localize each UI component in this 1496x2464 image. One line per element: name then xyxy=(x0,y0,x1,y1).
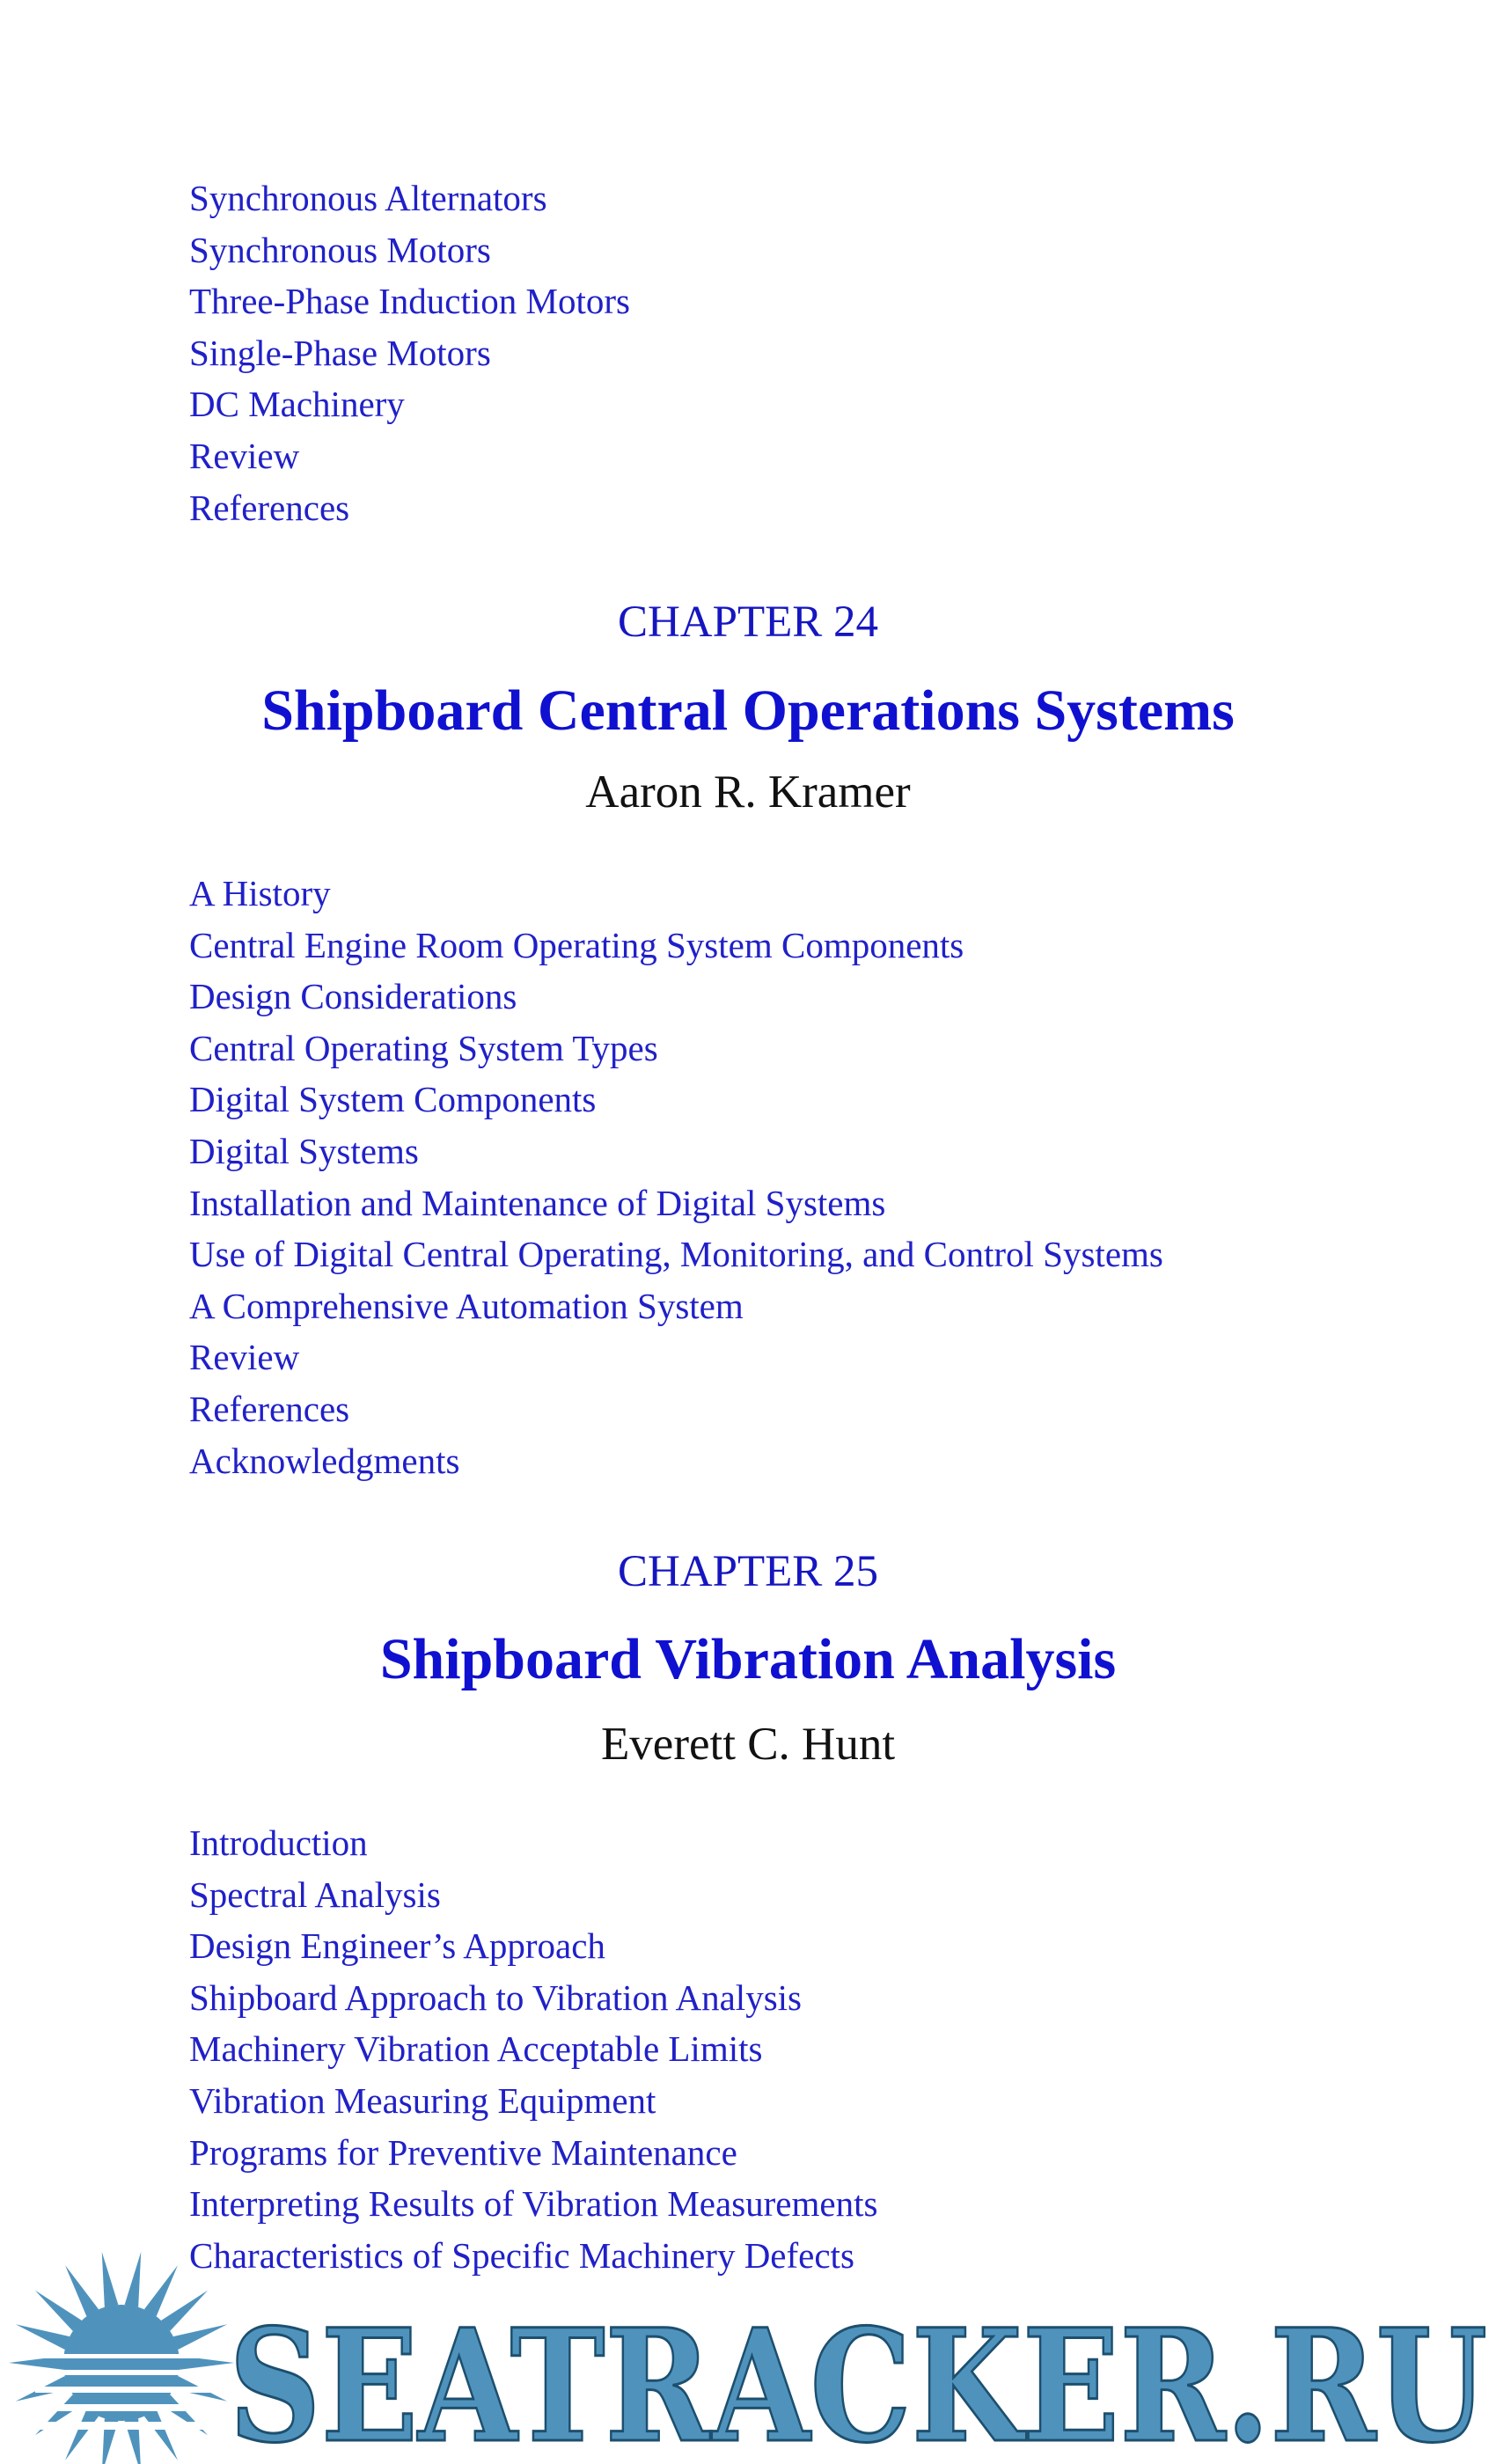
toc-link-references[interactable]: References xyxy=(189,1388,350,1429)
sun-ray xyxy=(65,2265,99,2316)
sun-ray xyxy=(144,2409,178,2460)
sun-ray xyxy=(65,2409,99,2460)
toc-link-central-engine-room-components[interactable]: Central Engine Room Operating System Components xyxy=(189,924,964,965)
chapter-25-label: CHAPTER 25 xyxy=(617,1547,879,1596)
toc-link-review[interactable]: Review xyxy=(189,1337,300,1378)
chapter-24-label: CHAPTER 24 xyxy=(617,598,879,647)
sun-ray xyxy=(173,2324,227,2350)
sun-ray xyxy=(161,2291,208,2331)
toc-link-single-phase-motors[interactable]: Single-Phase Motors xyxy=(189,332,491,373)
toc-link-synchronous-alternators[interactable]: Synchronous Alternators xyxy=(189,178,547,218)
toc-link-shipboard-approach[interactable]: Shipboard Approach to Vibration Analysis xyxy=(189,1976,802,2018)
sun-ray xyxy=(144,2265,178,2316)
sun-ray xyxy=(102,2252,119,2307)
sun-ray xyxy=(16,2324,70,2350)
toc-link-central-operating-system-types[interactable]: Central Operating System Types xyxy=(189,1027,658,1068)
toc-link-acceptable-limits[interactable]: Machinery Vibration Acceptable Limits xyxy=(189,2028,763,2070)
toc-link-a-history[interactable]: A History xyxy=(189,873,331,913)
toc-link-digital-system-components[interactable]: Digital System Components xyxy=(189,1079,597,1120)
toc-link-dc-machinery[interactable]: DC Machinery xyxy=(189,384,405,425)
toc-list-chapter-25 xyxy=(189,1817,877,2281)
chapter-25-title: Shipboard Vibration Analysis xyxy=(379,1627,1117,1691)
toc-link-references[interactable]: References xyxy=(189,487,350,528)
toc-link-review[interactable]: Review xyxy=(189,435,300,476)
toc-link-measuring-equipment[interactable]: Vibration Measuring Equipment xyxy=(189,2079,656,2121)
chapter-24-title: Shipboard Central Operations Systems xyxy=(261,678,1235,743)
toc-link-comprehensive-automation[interactable]: A Comprehensive Automation System xyxy=(189,1285,744,1326)
toc-link-machinery-defects[interactable]: Characteristics of Specific Machinery Defects xyxy=(189,2234,854,2276)
sun-logo-icon xyxy=(9,2252,234,2464)
toc-link-use-of-digital-central[interactable]: Use of Digital Central Operating, Monitoring, and Control Systems xyxy=(189,1234,1163,1275)
sun-ray xyxy=(35,2291,82,2331)
toc-link-acknowledgments[interactable]: Acknowledgments xyxy=(189,1440,460,1481)
toc-link-design-engineers-approach[interactable]: Design Engineer’s Approach xyxy=(189,1925,605,1967)
toc-list-top xyxy=(189,172,630,533)
chapter-25-author: Everett C. Hunt xyxy=(600,1719,896,1770)
sun-ray xyxy=(125,2252,142,2307)
toc-link-synchronous-motors[interactable]: Synchronous Motors xyxy=(189,229,491,270)
toc-link-design-considerations[interactable]: Design Considerations xyxy=(189,976,517,1017)
toc-link-spectral-analysis[interactable]: Spectral Analysis xyxy=(189,1874,441,1915)
toc-link-three-phase-induction-motors[interactable]: Three-Phase Induction Motors xyxy=(189,281,630,322)
toc-link-digital-systems[interactable]: Digital Systems xyxy=(189,1130,419,1171)
toc-list-chapter-24 xyxy=(189,868,1163,1486)
toc-link-introduction[interactable]: Introduction xyxy=(189,1822,368,1863)
toc-link-installation-maintenance[interactable]: Installation and Maintenance of Digital Systems xyxy=(189,1182,886,1223)
toc-link-interpreting-results[interactable]: Interpreting Results of Vibration Measurements xyxy=(189,2183,878,2225)
toc-link-preventive-maintenance[interactable]: Programs for Preventive Maintenance xyxy=(189,2131,737,2173)
sun-disc xyxy=(63,2305,180,2421)
seatracker-watermark xyxy=(0,2240,1496,2464)
watermark-text: SEATRACKER.RU xyxy=(229,2295,1487,2464)
chapter-24-author: Aaron R. Kramer xyxy=(585,766,911,818)
